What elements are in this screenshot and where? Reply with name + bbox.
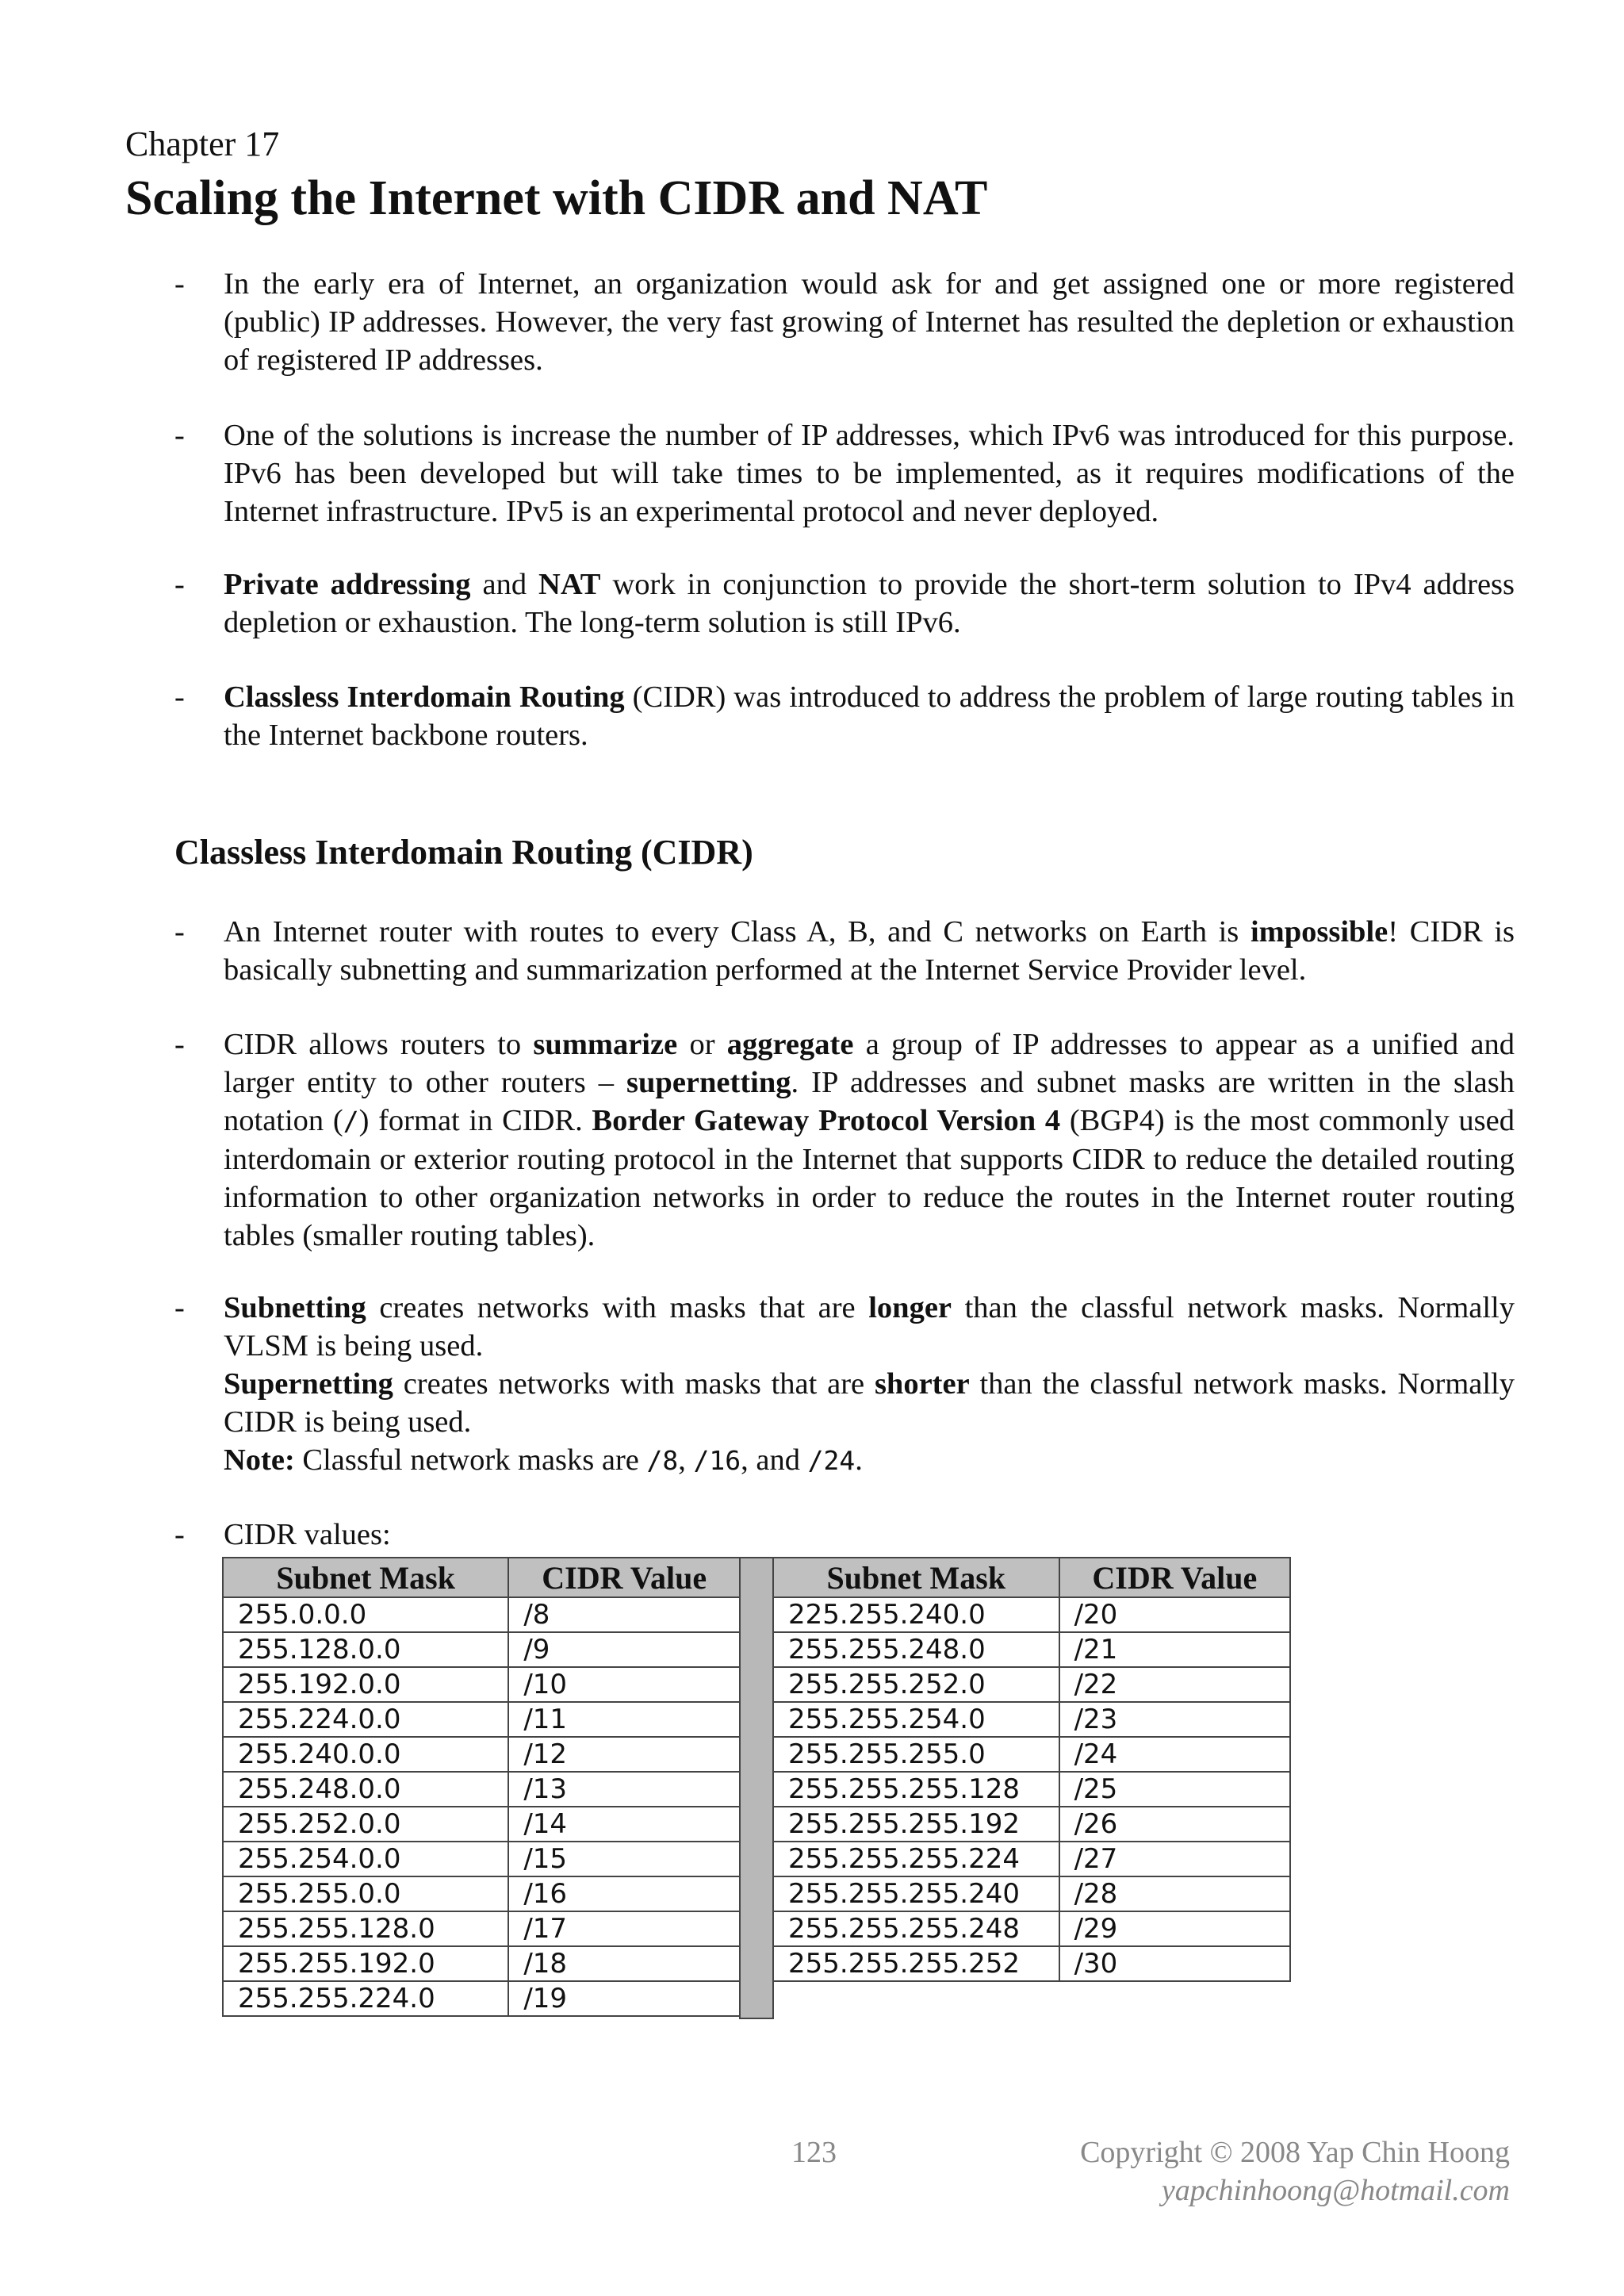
cidr-value-cell: /24 <box>1059 1737 1290 1772</box>
table-row <box>223 1876 740 1911</box>
intro-bullet-4: - Classless Interdomain Routing (CIDR) was introduced to address the problem of large routing tables in the Internet backbone routers. <box>174 680 1515 752</box>
cidr-value-cell: /27 <box>1059 1842 1290 1876</box>
subnet-mask-cell: 255.255.254.0 <box>773 1702 1059 1737</box>
cidr-value-cell: /30 <box>1059 1946 1290 1981</box>
table-row <box>773 1772 1290 1807</box>
subnet-mask-cell: 255.255.255.224 <box>773 1842 1059 1876</box>
intro-bullet-2: - One of the solutions is increase the number of IP addresses, which IPv6 was introduced for this purpose. IPv6 has been developed but will take times to be implemented, as it requires modifications of the Internet infrastructure. IPv5 is an experimental protocol and never deployed. <box>174 419 1515 528</box>
subnet-mask-cell: 255.255.192.0 <box>223 1946 508 1981</box>
table-row <box>223 1842 740 1876</box>
table-row <box>773 1946 1290 1981</box>
subnet-mask-cell: 255.255.224.0 <box>223 1981 508 2016</box>
subnet-mask-cell: 255.128.0.0 <box>223 1632 508 1667</box>
col-header-cidr-value: CIDR Value <box>508 1558 740 1597</box>
table-row <box>223 1737 740 1772</box>
subnet-mask-cell: 255.255.255.252 <box>773 1946 1059 1981</box>
subnet-mask-cell: 255.255.255.248 <box>773 1911 1059 1946</box>
note-paragraph: Note: Classful network masks are /8, /16, and /24. <box>224 1443 863 1477</box>
col-header-subnet-mask: Subnet Mask <box>223 1558 508 1597</box>
subnet-mask-cell: 255.252.0.0 <box>223 1807 508 1842</box>
cidr-value-cell: /20 <box>1059 1597 1290 1632</box>
table-row <box>773 1667 1290 1702</box>
table-separator <box>739 1557 774 2019</box>
subnet-mask-cell: 255.254.0.0 <box>223 1842 508 1876</box>
cidr-value-cell: /29 <box>1059 1911 1290 1946</box>
cidr-value-cell: /26 <box>1059 1807 1290 1842</box>
chapter-label: Chapter 17 <box>125 125 280 163</box>
cidr-table-right <box>772 1557 1291 1982</box>
subnetting-paragraph: Subnetting creates networks with masks that are longer than the classful network masks. Normally VLSM is being used. <box>224 1291 1515 1363</box>
table-row <box>223 1597 740 1632</box>
cidr-value-cell: /11 <box>508 1702 740 1737</box>
table-row <box>773 1807 1290 1842</box>
copyright-notice: Copyright © 2008 Yap Chin Hoong <box>1080 2136 1510 2169</box>
author-email: yapchinhoong@hotmail.com <box>1161 2174 1510 2207</box>
cidr-value-cell: /28 <box>1059 1876 1290 1911</box>
cidr-value-cell: /19 <box>508 1981 740 2016</box>
table-row <box>223 1772 740 1807</box>
cidr-value-cell: /14 <box>508 1807 740 1842</box>
subnet-mask-cell: 255.240.0.0 <box>223 1737 508 1772</box>
subnet-mask-cell: 255.192.0.0 <box>223 1667 508 1702</box>
subnet-mask-cell: 255.255.128.0 <box>223 1911 508 1946</box>
cidr-value-cell: /9 <box>508 1632 740 1667</box>
subnetting-bullet: - Subnetting creates networks with masks that are longer than the classful network masks. Normally VLSM is being used. Supernetting creates networks with masks that are shorter than the classful network masks. Normally CIDR is being used. Note: Classful network masks are /8, /16, and /24. <box>174 1289 1515 1480</box>
cidr-value-cell: /22 <box>1059 1667 1290 1702</box>
table-row <box>773 1737 1290 1772</box>
col-header-subnet-mask: Subnet Mask <box>773 1558 1059 1597</box>
table-row <box>773 1632 1290 1667</box>
cidr-value-cell: /21 <box>1059 1632 1290 1667</box>
cidr-value-cell: /17 <box>508 1911 740 1946</box>
cidr-value-cell: /10 <box>508 1667 740 1702</box>
cidr-values-label: CIDR values: <box>224 1518 391 1551</box>
table-row <box>223 1981 740 2016</box>
cidr-value-cell: /16 <box>508 1876 740 1911</box>
page-number: 123 <box>791 2136 837 2169</box>
subnet-mask-cell: 255.255.248.0 <box>773 1632 1059 1667</box>
table-row <box>223 1667 740 1702</box>
cidr-bullet-1: - An Internet router with routes to every Class A, B, and C networks on Earth is impossible! CIDR is basically subnetting and summarization performed at the Internet Service Provider level. <box>174 915 1515 987</box>
cidr-value-cell: /13 <box>508 1772 740 1807</box>
subnet-mask-cell: 255.224.0.0 <box>223 1702 508 1737</box>
subnet-mask-cell: 255.248.0.0 <box>223 1772 508 1807</box>
intro-bullet-1: - In the early era of Internet, an organization would ask for and get assigned one or more registered (public) IP addresses. However, the very fast growing of Internet has resulted the depletion or exhaustion of registered IP addresses. <box>174 267 1515 377</box>
subnet-mask-cell: 255.255.252.0 <box>773 1667 1059 1702</box>
cidr-table-left <box>222 1557 741 2017</box>
cidr-bullet-2: - CIDR allows routers to summarize or aggregate a group of IP addresses to appear as a unified and larger entity to other routers – supernetting. IP addresses and subnet masks are written in the slash notation (/) format in CIDR. Border Gateway Protocol Version 4 (BGP4) is the most commonly used interdomain or exterior routing protocol in the Internet that supports CIDR to reduce the detailed routing information to other organization networks in order to reduce the routes in the Internet router routing tables (smaller routing tables). <box>174 1028 1515 1252</box>
table-row <box>223 1807 740 1842</box>
table-row <box>773 1876 1290 1911</box>
table-row <box>223 1911 740 1946</box>
table-row <box>223 1632 740 1667</box>
subnet-mask-cell: 225.255.240.0 <box>773 1597 1059 1632</box>
subnet-mask-cell: 255.255.0.0 <box>223 1876 508 1911</box>
cidr-value-cell: /25 <box>1059 1772 1290 1807</box>
table-row <box>773 1702 1290 1737</box>
cidr-values-bullet: - CIDR values: <box>174 1516 1515 1554</box>
table-row <box>223 1946 740 1981</box>
subnet-mask-cell: 255.255.255.192 <box>773 1807 1059 1842</box>
col-header-cidr-value: CIDR Value <box>1059 1558 1290 1597</box>
intro-bullet-3: - Private addressing and NAT work in conjunction to provide the short-term solution to IPv4 address depletion or exhaustion. The long-term solution is still IPv6. <box>174 568 1515 639</box>
table-row <box>773 1597 1290 1632</box>
cidr-value-cell: /8 <box>508 1597 740 1632</box>
subnet-mask-cell: 255.255.255.128 <box>773 1772 1059 1807</box>
cidr-value-cell: /23 <box>1059 1702 1290 1737</box>
subnet-mask-cell: 255.0.0.0 <box>223 1597 508 1632</box>
table-row <box>773 1842 1290 1876</box>
section-heading: Classless Interdomain Routing (CIDR) <box>174 833 753 872</box>
page-title: Scaling the Internet with CIDR and NAT <box>125 171 988 225</box>
table-row <box>223 1702 740 1737</box>
cidr-value-cell: /15 <box>508 1842 740 1876</box>
cidr-value-cell: /12 <box>508 1737 740 1772</box>
subnet-mask-cell: 255.255.255.0 <box>773 1737 1059 1772</box>
cidr-value-cell: /18 <box>508 1946 740 1981</box>
supernetting-paragraph: Supernetting creates networks with masks that are shorter than the classful network masks. Normally CIDR is being used. <box>224 1367 1515 1439</box>
table-row <box>773 1911 1290 1946</box>
subnet-mask-cell: 255.255.255.240 <box>773 1876 1059 1911</box>
